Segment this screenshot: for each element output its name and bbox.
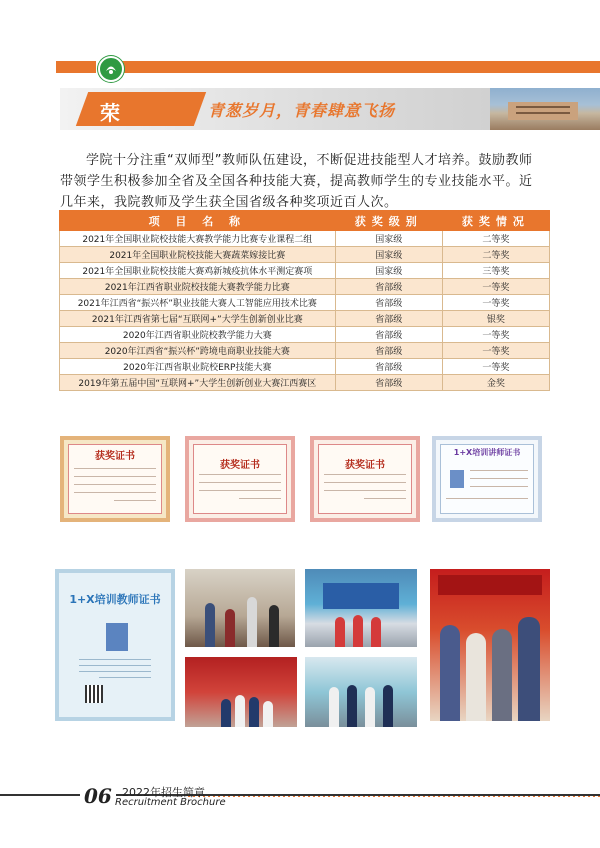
cell-level: 国家级 [335,231,442,247]
certificate-text-line [364,498,406,499]
page-number: 06 [80,784,116,808]
campus-photo [490,88,600,130]
cell-result: 二等奖 [442,247,549,263]
certificate-text-line [324,474,406,475]
certificate-text-line [79,671,151,672]
certificate-text-line [324,482,406,483]
building-window-row [516,106,570,108]
cell-project: 2021年江西省第七届“互联网+”大学生创新创业比赛 [60,311,336,327]
person-figure [263,701,273,727]
cell-result: 一等奖 [442,279,549,295]
award-certificate-2 [185,436,295,522]
certificate-text-line [446,498,528,499]
table-row [60,343,550,359]
school-logo-icon [98,56,124,82]
competition-photo-4 [185,657,297,727]
person-figure [371,617,381,647]
banner-title: 荣 誉 [100,101,138,154]
person-figure [440,625,460,721]
competition-photo-1 [185,569,295,647]
awards-table [59,210,550,391]
certificate-text-line [470,478,528,479]
person-figure [353,615,363,647]
person-figure [235,695,245,727]
certificate-text-line [74,468,156,469]
table-row [60,359,550,375]
certificate-text-line [199,474,281,475]
table-row [60,263,550,279]
teacher-training-certificate [55,569,175,721]
person-figure [225,609,235,647]
campus-building [508,102,578,120]
person-figure [335,617,345,647]
certificate-title: 获奖证书 [345,460,385,471]
competition-photo-2 [305,569,417,647]
cell-level: 省部级 [335,343,442,359]
cell-project: 2021年江西省职业院校技能大赛教学能力比赛 [60,279,336,295]
certificate-text-line [199,490,281,491]
certificate-text-line [74,476,156,477]
cell-project: 2021年全国职业院校技能大赛教学能力比赛专业课程二组 [60,231,336,247]
event-banner [438,575,542,595]
cell-result: 银奖 [442,311,549,327]
cell-level: 省部级 [335,295,442,311]
certificate-portrait [450,470,464,488]
cell-project: 2021年全国职业院校技能大赛蔬菜嫁接比赛 [60,247,336,263]
cell-result: 一等奖 [442,295,549,311]
cell-level: 国家级 [335,263,442,279]
person-figure [247,597,257,647]
top-bar-right-segment [122,61,600,73]
table-row [60,375,550,391]
certificate-title: 1+X培训教师证书 [69,593,161,606]
cell-level: 国家级 [335,247,442,263]
section-banner [60,88,600,154]
cell-project: 2019年第五届中国“互联网+”大学生创新创业大赛江西赛区 [60,375,336,391]
certificate-text-line [79,659,151,660]
cell-level: 省部级 [335,279,442,295]
person-figure [329,687,339,727]
event-backdrop [323,583,399,609]
cell-level: 省部级 [335,311,442,327]
certificate-title: 获奖证书 [95,451,135,462]
top-bar-left-segment [56,61,96,73]
cell-level: 省部级 [335,327,442,343]
cell-result: 一等奖 [442,327,549,343]
cell-level: 省部级 [335,375,442,391]
cell-project: 2020年江西省职业院校教学能力大赛 [60,327,336,343]
certificate-frame [193,444,287,514]
cell-result: 一等奖 [442,343,549,359]
table-row [60,247,550,263]
table-row [60,295,550,311]
certificate-text-line [114,500,156,501]
cell-result: 金奖 [442,375,549,391]
person-figure [221,699,231,727]
award-certificate-1 [60,436,170,522]
cell-project: 2020年江西省“振兴杯”跨境电商职业技能大赛 [60,343,336,359]
cell-project: 2020年江西省职业院校ERP技能大赛 [60,359,336,375]
person-figure [365,687,375,727]
cell-project: 2021年江西省“振兴杯”职业技能大赛人工智能应用技术比赛 [60,295,336,311]
table-row [60,231,550,247]
certificate-text-line [74,492,156,493]
header-award-level: 获奖级别 [335,211,442,231]
competition-photo-5 [305,657,417,727]
certificate-text-line [74,484,156,485]
person-figure [205,603,215,647]
competition-photo-3 [430,569,550,721]
header-award-result: 获奖情况 [442,211,549,231]
cell-project: 2021年全国职业院校技能大赛鸡新城疫抗体水平测定赛项 [60,263,336,279]
certificate-title: 获奖证书 [220,460,260,471]
intro-paragraph: 学院十分注重“双师型”教师队伍建设，不断促进技能型人才培养。鼓励教师带领学生积极参加全省及全国各种技能大赛，提高教师学生的专业技能水平。近几年来，我院教师及学生获全国省级各种奖项近百人次。 [60,153,533,210]
certificate-portrait [106,623,128,651]
certificate-text-line [470,470,528,471]
person-figure [518,617,540,721]
building-window-row [516,112,570,114]
person-figure [383,685,393,727]
certificate-text-line [324,490,406,491]
footer-title: 2022年招生简章 [122,786,205,799]
banner-slogan: 青葱岁月，青春肆意飞扬 [208,101,396,120]
certificate-text-line [239,498,281,499]
footer-dotted-rule [188,796,600,797]
person-figure [249,697,259,727]
person-figure [269,605,279,647]
footer-subtitle: Recruitment Brochure [115,797,226,808]
qr-code-icon [85,685,103,703]
award-certificate-3 [310,436,420,522]
cell-result: 二等奖 [442,231,549,247]
table-row [60,311,550,327]
cell-level: 省部级 [335,359,442,375]
header-project-name: 项 目 名 称 [60,211,336,231]
trainer-certificate [432,436,542,522]
certificate-frame [318,444,412,514]
top-bar [0,60,600,74]
certificate-text-line [470,486,528,487]
cell-result: 三等奖 [442,263,549,279]
certificate-text-line [199,482,281,483]
table-row [60,279,550,295]
cell-result: 一等奖 [442,359,549,375]
person-figure [466,633,486,721]
person-figure [347,685,357,727]
certificate-text-line [79,665,151,666]
person-figure [492,629,512,721]
certificate-text-line [99,677,151,678]
table-header-row [60,211,550,231]
table-row [60,327,550,343]
certificate-title: 1+X培训讲师证书 [453,448,521,457]
